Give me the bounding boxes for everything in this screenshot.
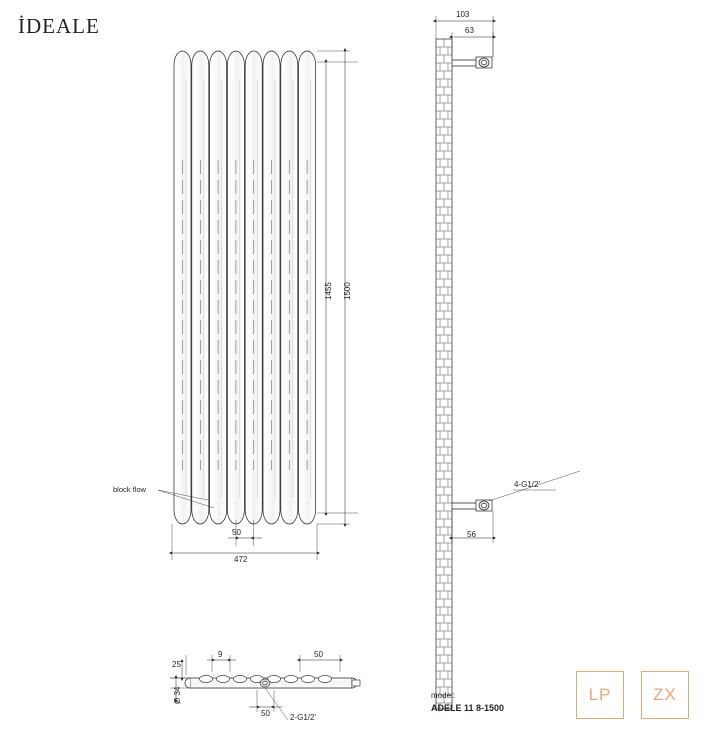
dim-front-height-1500: 1500 — [343, 282, 352, 300]
dim-side-bottom-56: 56 — [467, 530, 476, 539]
dim-side-top-63: 63 — [465, 26, 474, 35]
model-label: model: — [431, 691, 456, 700]
model-name: ADELE 11 8-1500 — [431, 703, 505, 713]
dim-side-depth-103: 103 — [456, 10, 470, 19]
dim-front-height-1455: 1455 — [324, 282, 333, 300]
dim-front-pitch-50: 50 — [232, 528, 241, 537]
dim-top-9: 9 — [218, 650, 223, 659]
dim-top-diameter-34: Ø 34 — [173, 686, 182, 704]
dim-front-width-472: 472 — [234, 555, 248, 564]
note-block-flow: block flow — [113, 485, 146, 494]
side-view-body — [436, 39, 492, 709]
certification-label-zx: ZX — [653, 685, 677, 704]
dim-top-25: 25 — [172, 660, 181, 669]
note-top-thread: 2-G1/2' — [290, 713, 316, 722]
bottom-connector — [452, 500, 492, 511]
note-side-thread: 4-G1/2' — [514, 480, 540, 489]
front-view-body — [174, 51, 316, 524]
certification-mark-lp — [576, 671, 624, 719]
brand-logo: İDEALE — [18, 14, 100, 38]
certification-mark-zx — [641, 671, 689, 719]
dim-top-50-right: 50 — [314, 650, 323, 659]
certification-label-lp: LP — [588, 685, 612, 704]
model-block — [431, 690, 504, 716]
dim-top-50-bottom: 50 — [261, 709, 270, 718]
top-connector — [452, 57, 492, 68]
top-view-body — [185, 675, 360, 688]
